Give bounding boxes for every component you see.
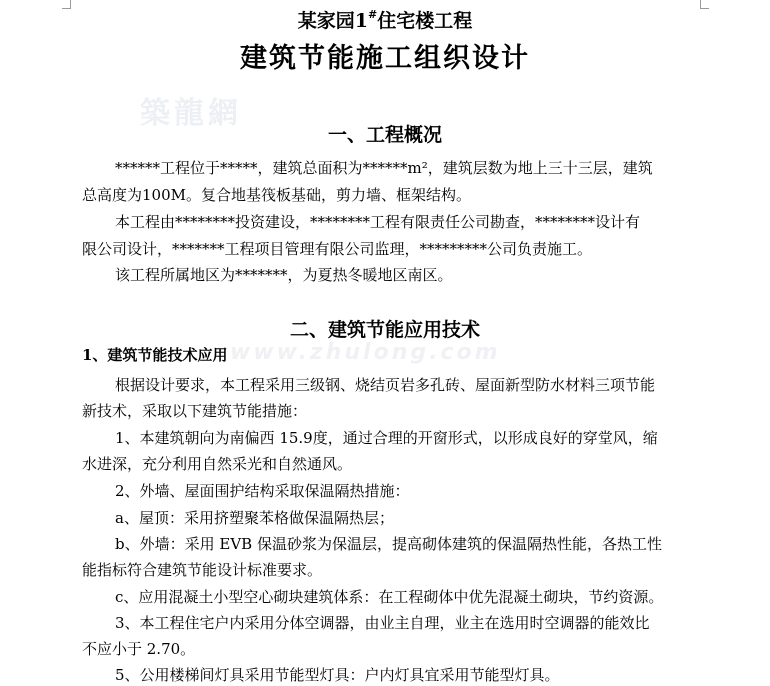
watermark-url: www.zhulong.com: [230, 340, 501, 365]
list-item-continuation: 水进深，充分利用自然采光和自然通风。: [82, 455, 353, 473]
paragraph-line: 限公司设计，*******工程项目管理有限公司监理，*********公司负责施工。: [82, 240, 593, 258]
paragraph-line: 根据设计要求，本工程采用三级钢、烧结页岩多孔砖、屋面新型防水材料三项节能: [115, 376, 656, 394]
list-item: 2、外墙、屋面围护结构采取保温隔热措施：: [115, 482, 410, 500]
list-item: c、应用混凝土小型空心砌块建筑体系：在工程砌体中优先混凝土砌块，节约资源。: [115, 588, 664, 606]
list-item: 1、本建筑朝向为南偏西 15.9度，通过合理的开窗形式，以形成良好的穿堂风，缩: [115, 429, 658, 447]
paragraph-line: 本工程由********投资建设，********工程有限责任公司勘查，********设计有: [115, 213, 641, 231]
paragraph-line: 新技术，采取以下建筑节能措施：: [82, 402, 308, 420]
list-item: 3、本工程住宅户内采用分体空调器，由业主自理，业主在选用时空调器的能效比: [115, 614, 650, 632]
list-item: 5、公用楼梯间灯具采用节能型灯具：户内灯具宜采用节能型灯具。: [115, 666, 560, 684]
paragraph-line: 该工程所属地区为*******，为夏热冬暖地区南区。: [115, 266, 453, 284]
document-title: 建筑节能施工组织设计: [240, 43, 530, 74]
list-item: b、外墙：采用 EVB 保温砂浆为保温层，提高砌体建筑的保温隔热性能，各热工性: [115, 535, 662, 553]
list-item-continuation: 不应小于 2.70。: [82, 640, 196, 658]
paragraph-line: 总高度为100M。复合地基筏板基础，剪力墙、框架结构。: [82, 186, 471, 204]
section-heading-technology: 二、建筑节能应用技术: [289, 319, 480, 341]
list-item-continuation: 能指标符合建筑节能设计标准要求。: [82, 561, 323, 579]
subsection-heading: 1、建筑节能技术应用: [82, 346, 228, 364]
paragraph-line: ******工程位于*****，建筑总面积为******m²，建筑层数为地上三十三层，建筑: [115, 159, 653, 177]
section-heading-overview: 一、工程概况: [327, 124, 442, 146]
list-item: a、屋顶：采用挤塑聚苯格做保温隔热层；: [115, 509, 394, 527]
watermark-logo: 築龍網: [140, 96, 242, 131]
project-title: 某家园1#住宅楼工程: [297, 8, 473, 32]
